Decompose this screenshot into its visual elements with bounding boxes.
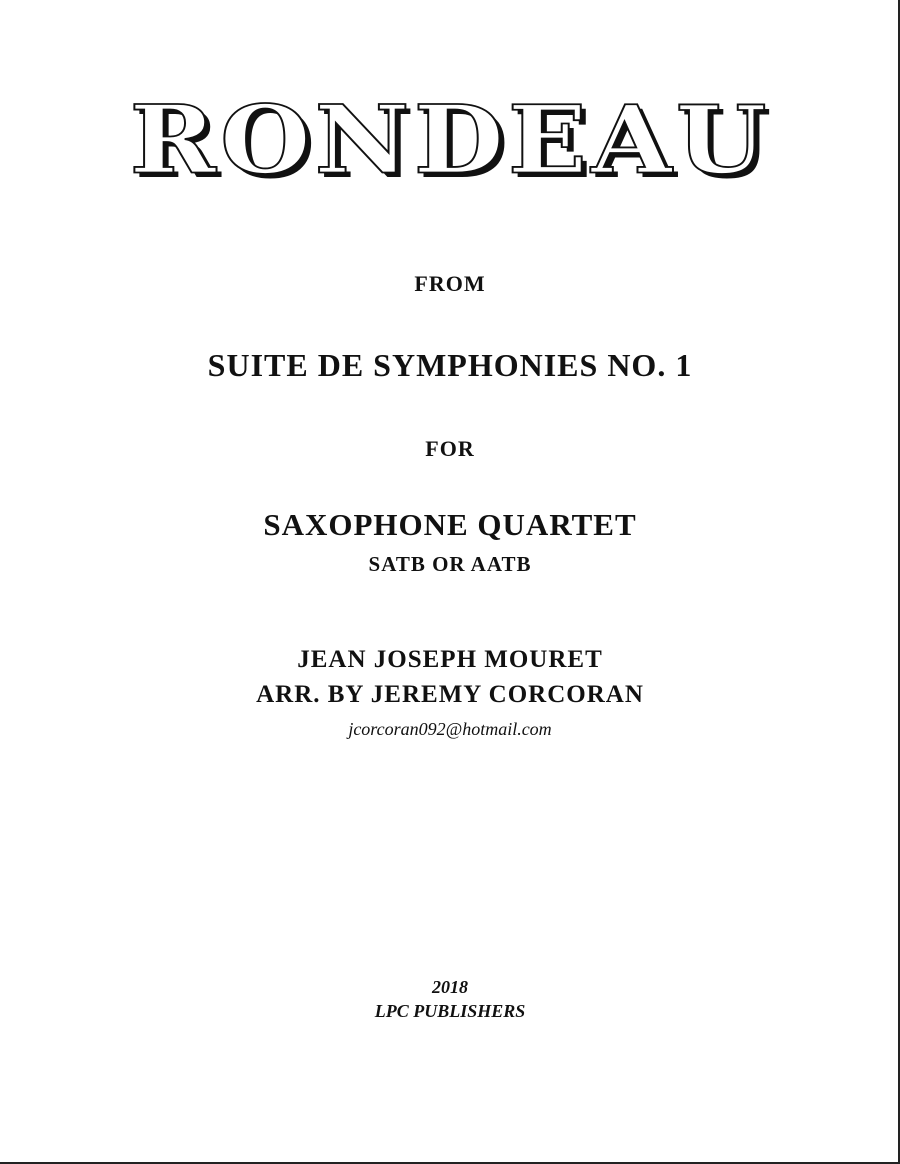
source-work-title: SUITE DE SYMPHONIES NO. 1 [207, 347, 693, 383]
voicing-label: SATB OR AATB [368, 552, 532, 576]
publication-year: 2018 [432, 977, 468, 997]
composer-name: JEAN JOSEPH MOURET [297, 646, 603, 673]
score-title: RONDEAU [129, 84, 771, 195]
ensemble-name: SAXOPHONE QUARTET [263, 507, 637, 542]
arranger-email: jcorcoran092@hotmail.com [348, 719, 552, 739]
from-label: FROM [414, 271, 486, 296]
publisher-name: LPC PUBLISHERS [374, 1001, 526, 1021]
for-label: FOR [425, 436, 475, 461]
arranger-credit: ARR. BY JEREMY CORCORAN [256, 681, 644, 708]
